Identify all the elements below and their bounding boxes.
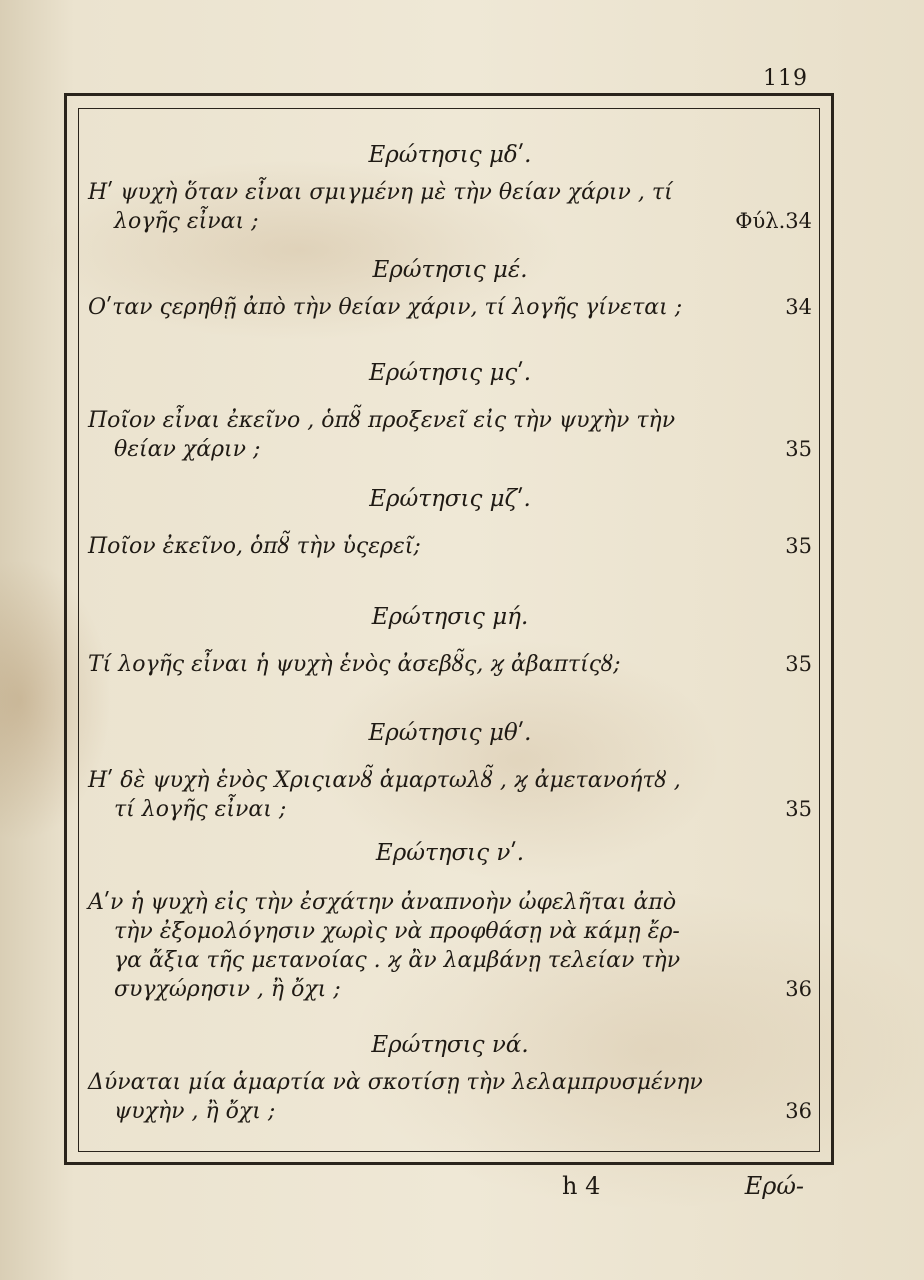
question-heading: Ερώτησις μζʹ. [369, 486, 531, 512]
question-text [88, 406, 812, 464]
question-line: Ηʹ ψυχὴ ὅταν εἶναι σμιγμένη μὲ τὴν θείαν χάριν , τί [88, 180, 673, 205]
entry-50 [88, 836, 812, 1004]
question-line: Δύναται μία ἁμαρτία νὰ σκοτίσῃ τὴν λελαμπρυσμένην [88, 1070, 703, 1095]
question-line: Τί λογῆς εἶναι ἡ ψυχὴ ἑνὸς ἀσεβȣ̃ς, ϗ ἀβαπτίςȣ; [88, 652, 621, 677]
question-heading: Ερώτησις νά. [371, 1032, 529, 1058]
question-heading: Ερώτησις μή. [371, 604, 529, 630]
question-text [88, 650, 812, 679]
question-text [88, 888, 812, 1004]
question-heading: Ερώτησις μδʹ. [368, 142, 532, 168]
page-reference: 36 [785, 977, 812, 1001]
entry-47 [88, 482, 812, 561]
page-reference: 35 [785, 797, 812, 821]
entry-48 [88, 600, 812, 679]
question-heading: Ερώτησις νʹ. [375, 840, 525, 866]
question-line: τὴν ἐξομολόγησιν χωρὶς νὰ προφθάσῃ νὰ κάμῃ ἔρ- [114, 919, 680, 944]
question-text [88, 178, 812, 236]
question-line: Ποῖον ἐκεῖνο, ὁπȣ̃ τὴν ὑςερεῖ; [88, 534, 421, 559]
question-text [88, 293, 812, 322]
question-line: ψυχὴν , ἢ ὄχι ; [114, 1099, 276, 1124]
question-line: Οʹταν ςερηθῇ ἀπὸ τὴν θείαν χάριν, τί λογῆς γίνεται ; [88, 295, 683, 320]
signature-mark: h 4 [562, 1172, 601, 1200]
page-reference: 35 [785, 652, 812, 676]
entry-44 [88, 138, 812, 236]
question-line: θείαν χάριν ; [114, 437, 261, 462]
entry-51 [88, 1028, 812, 1126]
page-reference: 35 [785, 534, 812, 558]
page-reference: 35 [785, 437, 812, 461]
page-reference: 34 [785, 295, 812, 319]
question-line: Αʹν ἡ ψυχὴ εἰς τὴν ἐσχάτην ἀναπνοὴν ὠφελῆται ἀπὸ [88, 890, 677, 915]
question-text [88, 766, 812, 824]
question-text [88, 532, 812, 561]
page-reference: Φύλ.34 [735, 209, 812, 233]
question-line: Ηʹ δὲ ψυχὴ ἑνὸς Χριςιανȣ̃ ἁμαρτωλȣ̃ , ϗ ἀμετανοήτȣ , [88, 768, 681, 793]
question-heading: Ερώτησις μςʹ. [368, 360, 532, 386]
question-line: συγχώρησιν , ἢ ὄχι ; [114, 977, 341, 1002]
entry-45 [88, 253, 812, 322]
question-heading: Ερώτησις μέ. [372, 257, 528, 283]
question-line: Ποῖον εἶναι ἐκεῖνο , ὁπȣ̃ προξενεῖ εἰς τὴν ψυχὴν τὴν [88, 408, 676, 433]
question-text [88, 1068, 812, 1126]
entry-49 [88, 716, 812, 824]
page-number: 119 [763, 66, 808, 91]
question-line: γα ἄξια τῆς μετανοίας . ϗ ἂν λαμβάνῃ τελείαν τὴν [114, 948, 681, 973]
entry-46 [88, 356, 812, 464]
question-line: τί λογῆς εἶναι ; [114, 797, 287, 822]
question-line: λογῆς εἶναι ; [114, 209, 259, 234]
question-heading: Ερώτησις μθʹ. [368, 720, 532, 746]
catchword: Ερώ- [744, 1172, 804, 1200]
page-reference: 36 [785, 1099, 812, 1123]
